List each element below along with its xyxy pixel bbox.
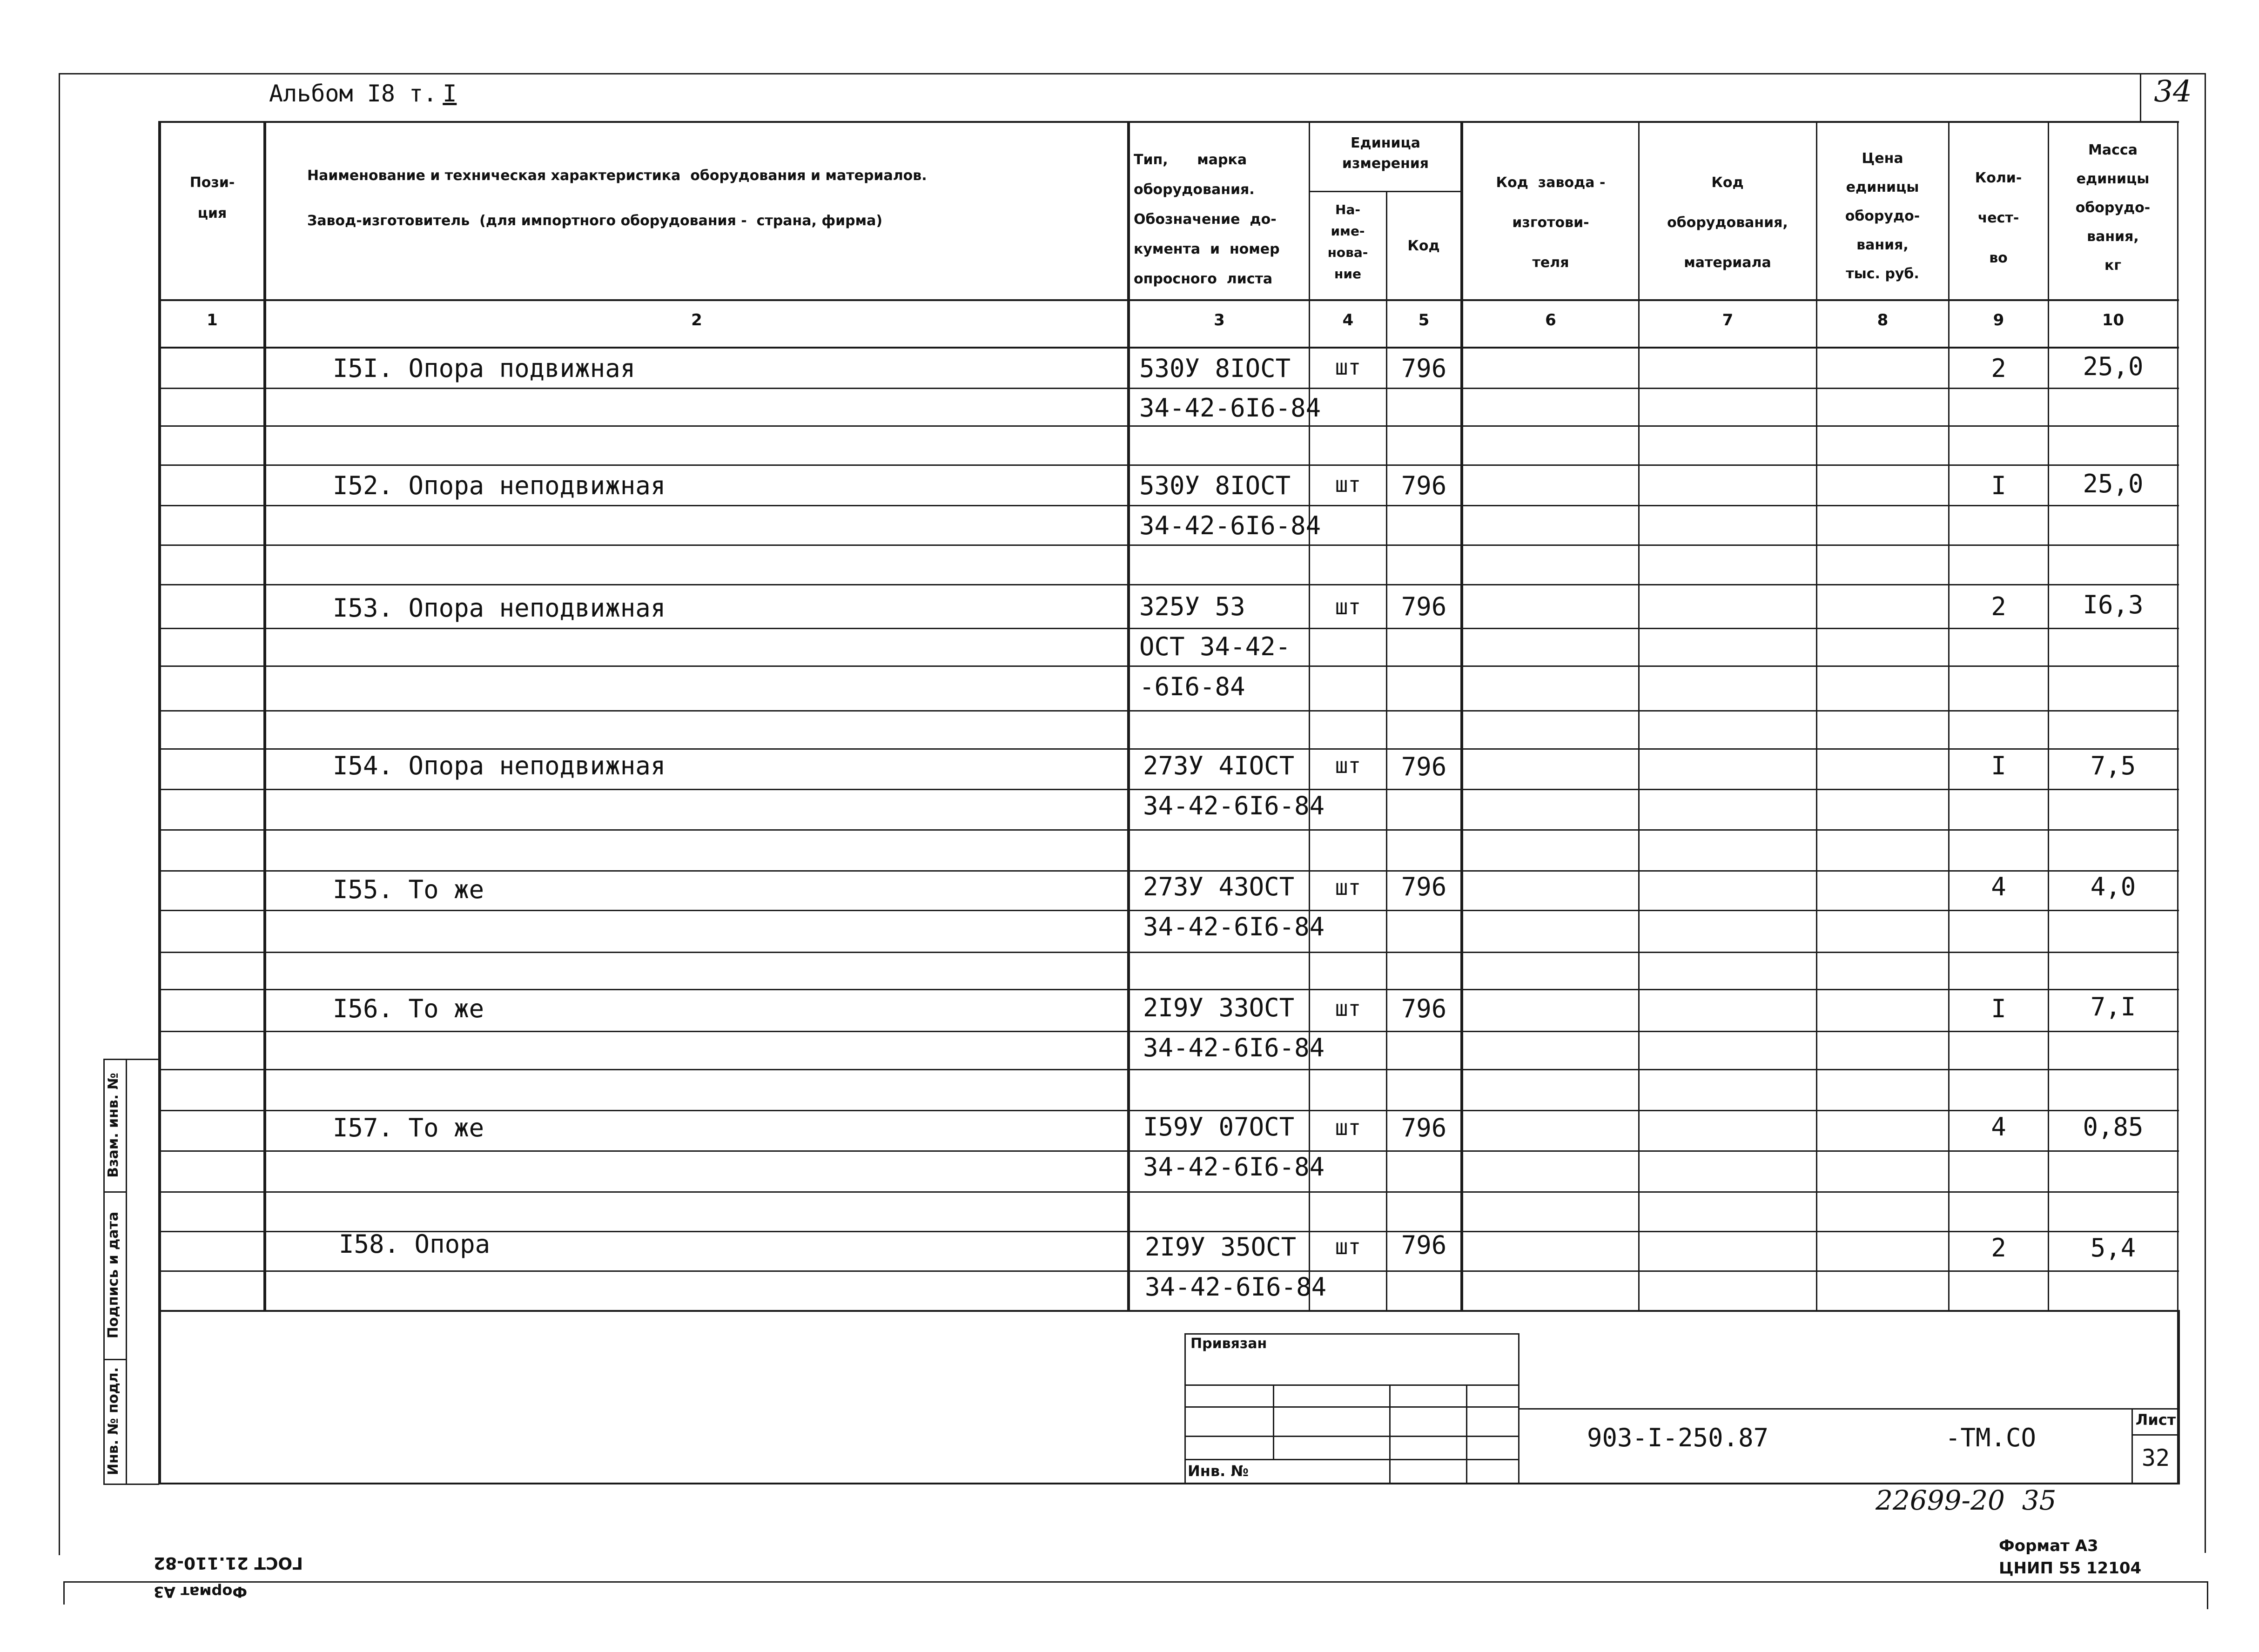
item-type-line: 273У 43ОСТ [1143, 872, 1295, 901]
item-mass: 25,0 [2083, 469, 2144, 498]
unit-subheader-line [1309, 191, 1462, 192]
col-line-5 [1460, 121, 1463, 1311]
side-stamp-vzam: Взам. инв. № [105, 1073, 121, 1178]
item-mass: 4,0 [2090, 872, 2136, 901]
item-unit: шт [1335, 1234, 1361, 1259]
item-quantity: I [1991, 751, 2006, 780]
row-line [159, 628, 2179, 629]
item-name: I56. То же [333, 994, 484, 1023]
item-unit-code: 796 [1401, 872, 1447, 901]
col-line-1 [263, 121, 266, 1311]
privyazan-top [1184, 1333, 1519, 1335]
row-line [159, 388, 2179, 389]
gost-mirrored: ГОСТ 21.110-82 [154, 1553, 303, 1572]
col-line-2 [1127, 121, 1130, 1311]
header-unit-name: На- име- нова- ние [1327, 202, 1368, 282]
frame-left [59, 73, 60, 1555]
item-unit-code: 796 [1401, 592, 1447, 621]
item-mass: 5,4 [2090, 1233, 2136, 1263]
privyazan-left [1184, 1333, 1186, 1484]
row-line [159, 1191, 2179, 1193]
privyazan-line3 [1184, 1436, 1519, 1437]
item-type-line: 530У 8IОСТ [1139, 354, 1291, 383]
item-unit-code: 796 [1401, 1113, 1447, 1142]
corner-page-number: 34 [2154, 74, 2192, 109]
item-mass: I6,3 [2083, 590, 2144, 619]
item-unit: шт [1335, 1115, 1361, 1140]
col-line-7 [1816, 121, 1817, 1311]
row-line [159, 789, 2179, 790]
item-name: I54. Опора неподвижная [333, 751, 666, 780]
item-quantity: 2 [1991, 1233, 2006, 1263]
row-line [159, 1069, 2179, 1070]
item-unit-code: 796 [1401, 471, 1447, 500]
header-mass: Масса единицы оборудо- вания, кг [2075, 142, 2151, 274]
header-name [307, 168, 1117, 229]
row-line [159, 425, 2179, 427]
side-stamp-div1 [103, 1191, 127, 1193]
privyazan-line4 [1184, 1459, 1519, 1460]
item-unit: шт [1335, 753, 1361, 778]
row-line [159, 1031, 2179, 1032]
col-line-10 [2177, 121, 2178, 1311]
header-unit-code: Код [1407, 238, 1440, 254]
row-line [159, 1110, 2179, 1111]
row-line [159, 952, 2179, 953]
item-unit-code: 796 [1401, 994, 1447, 1023]
frame-top [59, 73, 2206, 74]
privyazan-vcol1 [1273, 1384, 1274, 1459]
row-line [159, 1270, 2179, 1272]
frame-right [2205, 73, 2206, 1553]
doc-code: 903-I-250.87 [1587, 1423, 1769, 1452]
handwritten-number: 22699-20 35 [1876, 1484, 2057, 1516]
row-line [159, 665, 2179, 667]
item-quantity: 2 [1991, 592, 2006, 621]
item-type-line: 34-42-6I6-84 [1143, 1152, 1325, 1182]
column-number: 6 [1545, 311, 1556, 329]
row-line [159, 505, 2179, 506]
header-quantity: Коли- чест- во [1975, 170, 2022, 266]
sheet-box-mid [2131, 1434, 2178, 1436]
row-line [159, 910, 2179, 911]
side-stamp-left [103, 1059, 105, 1484]
header-type: Тип, марка оборудования. Обозначение до- кумента и номер опросного листа [1134, 152, 1280, 287]
item-quantity: 2 [1991, 354, 2006, 383]
row-line [159, 989, 2179, 990]
column-number: 7 [1722, 311, 1734, 329]
item-type-line: 34-42-6I6-84 [1143, 1033, 1325, 1062]
frame-bottom-line [63, 1581, 2208, 1583]
row-line [159, 710, 2179, 712]
item-type-line: 530У 8IОСТ [1139, 471, 1291, 500]
header-price: Цена единицы оборудо- вания, тыс. руб. [1845, 150, 1920, 282]
item-name: I57. То же [333, 1113, 484, 1142]
item-type-line: 2I9У 35ОСТ [1145, 1232, 1297, 1262]
item-type-line: 34-42-6I6-84 [1143, 912, 1325, 941]
doc-code-top [1519, 1408, 2178, 1410]
side-stamp-inv-podl: Инв. № подл. [105, 1367, 121, 1476]
table-bottom [159, 1310, 2179, 1312]
item-type-line: ОСТ 34-42- [1139, 632, 1291, 661]
item-name: I53. Опора неподвижная [333, 593, 666, 623]
item-quantity: I [1991, 471, 2006, 500]
sheet-label: Лист [2135, 1411, 2176, 1429]
header-equipment-code: Код оборудования, материала [1667, 175, 1788, 271]
item-unit: шт [1335, 472, 1361, 497]
item-type-line: 34-42-6I6-84 [1139, 511, 1321, 540]
column-number: 10 [2102, 311, 2125, 329]
privyazan-line2 [1184, 1406, 1519, 1408]
column-number: 9 [1993, 311, 2004, 329]
format-mirrored: Формат А3 [154, 1583, 248, 1601]
item-name: I52. Опора неподвижная [333, 471, 666, 500]
row-line [159, 829, 2179, 831]
privyazan-vcol3 [1466, 1384, 1467, 1484]
item-quantity: I [1991, 994, 2006, 1023]
item-mass: 25,0 [2083, 352, 2144, 381]
item-mass: 0,85 [2083, 1112, 2144, 1142]
colnum-bottom [159, 347, 2179, 349]
cnip-label: ЦНИП 55 12104 [1999, 1559, 2142, 1578]
item-unit: шт [1335, 875, 1361, 900]
album-volume: I [443, 80, 457, 107]
item-unit-code: 796 [1401, 354, 1447, 383]
side-stamp-podpis: Подпись и дата [105, 1211, 121, 1339]
item-type-line: 2I9У 33ОСТ [1143, 993, 1295, 1022]
row-line [159, 464, 2179, 466]
frame-bottom-right-tick [2207, 1581, 2208, 1609]
doc-suffix: -ТМ.СО [1945, 1423, 2037, 1452]
item-mass: 7,I [2090, 992, 2136, 1021]
item-name: I55. То же [333, 875, 484, 904]
col-line-6 [1638, 121, 1640, 1311]
item-quantity: 4 [1991, 1112, 2006, 1142]
item-unit: шт [1335, 355, 1361, 380]
row-line [159, 1150, 2179, 1152]
column-number: 1 [207, 311, 218, 329]
privyazan-vcol2 [1389, 1384, 1391, 1484]
item-type-line: I59У 07ОСТ [1143, 1112, 1295, 1142]
column-number: 4 [1342, 311, 1354, 329]
column-number: 5 [1418, 311, 1430, 329]
header-unit-group: Единица измерения [1342, 135, 1429, 172]
privyazan-label: Привязан [1190, 1336, 1267, 1352]
corner-box-left [2140, 73, 2141, 121]
item-name: I58. Опора [339, 1229, 491, 1259]
header-bottom [159, 299, 2179, 301]
item-type-line: 325У 53 [1139, 592, 1245, 621]
item-unit-code: 796 [1401, 1230, 1447, 1260]
item-mass: 7,5 [2090, 751, 2136, 780]
row-line [159, 870, 2179, 872]
header-factory-code: Код завода - изготови- теля [1496, 175, 1606, 271]
item-unit-code: 796 [1401, 752, 1447, 781]
item-unit: шт [1335, 996, 1361, 1021]
item-type-line: -6I6-84 [1139, 672, 1245, 701]
table-top [159, 121, 2179, 123]
format-label: Формат А3 [1999, 1537, 2098, 1555]
row-line [159, 584, 2179, 585]
item-type-line: 34-42-6I6-84 [1139, 393, 1321, 423]
side-stamp-mid [126, 1059, 127, 1484]
inv-no-label: Инв. № [1188, 1462, 1249, 1480]
item-type-line: 34-42-6I6-84 [1145, 1272, 1327, 1302]
row-line [159, 544, 2179, 546]
title-block-right [2177, 1310, 2180, 1484]
item-unit: шт [1335, 594, 1361, 619]
sheet-number: 32 [2141, 1444, 2170, 1471]
header-position: Пози- ция [189, 175, 235, 222]
item-quantity: 4 [1991, 872, 2006, 901]
album-label [269, 80, 457, 107]
album-label-text: Альбом I8 т. [269, 80, 437, 107]
item-type-line: 34-42-6I6-84 [1143, 791, 1325, 820]
column-number: 2 [691, 311, 702, 329]
frame-bottom-left-tick [63, 1581, 65, 1605]
column-number: 8 [1877, 311, 1889, 329]
item-type-line: 273У 4IОСТ [1143, 751, 1295, 780]
header-name-line1: Наименование и техническая характеристика оборудования и материалов. [307, 168, 927, 184]
row-line [159, 748, 2179, 750]
header-name-line2: Завод-изготовитель (для импортного оборудования - страна, фирма) [307, 213, 883, 229]
column-number: 3 [1214, 311, 1225, 329]
sheet-box-left [2131, 1408, 2133, 1484]
item-name: I5I. Опора подвижная [333, 354, 636, 383]
privyazan-line1 [1184, 1384, 1519, 1386]
